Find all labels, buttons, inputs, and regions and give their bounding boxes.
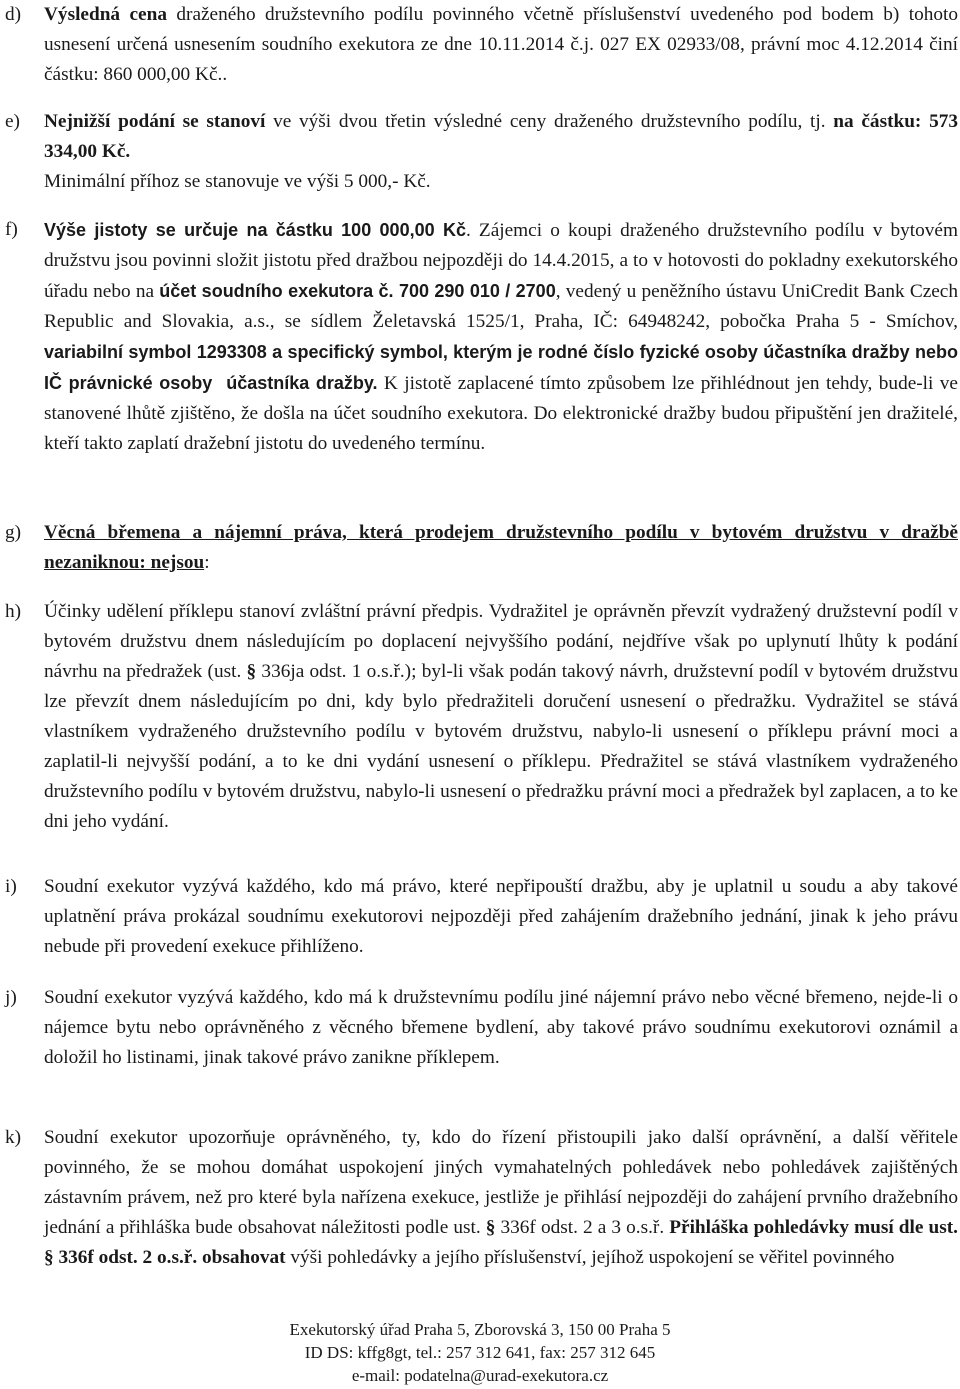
- section-f-text: Výše jistoty se určuje na částku 100 000,00 Kč. Zájemci o koupi draženého družstevního podílu v bytovém družstvu jsou povinni složit jistotu před dražbou nejpozději do 14.4.2015, a to v hotovosti do pokladny exekutorského úřadu nebo na účet soudního exekutora č. 700 290 010 / 2700, vedený u peněžního ústavu UniCredit Bank Czech Republic and Slovakia, a.s., se sídlem Želetavská 1525/1, Praha, IČ: 64948242, pobočka Praha 5 - Smíchov, variabilní symbol 1293308 a specifický symbol, kterým je rodné číslo fyzické osoby účastníka dražby nebo IČ právnické osoby účastníka dražby. K jistotě zaplacené tímto způsobem lze přihlédnout jen tehdy, bude-li ve stanovené lhůtě zjištěno, že došla na účet soudního exekutora. Do elektronické dražby budou připuštění jen dražitelé, kteří takto zaplatí dražební jistotu do uvedeného termínu.: [44, 220, 959, 454]
- minimum-increment: Minimální příhoz se stanovuje ve výši 5 000,- Kč.: [44, 171, 431, 192]
- easements-heading: Věcná břemena a nájemní práva, která prodejem družstevního podílu v bytovém družstvu v dražbě nezaniknou: nejsou: [44, 522, 958, 573]
- section-i-text: Soudní exekutor vyzývá každého, kdo má právo, které nepřipouští dražbu, aby je uplatnil u soudu a aby takové uplatnění práva prokázal soudnímu exekutorovi nejpozději před zahájením dražebního jednání, jinak k jeho právu nebude při provedení exekuce přihlíženo.: [44, 876, 958, 957]
- footer-address: Exekutorský úřad Praha 5, Zborovská 3, 150 00 Praha 5: [289, 1320, 671, 1339]
- section-g-label: g): [5, 522, 22, 543]
- section-e-label: e): [5, 111, 20, 132]
- section-sign: §: [44, 1247, 54, 1268]
- section-g-text: Věcná břemena a nájemní práva, která prodejem družstevního podílu v bytovém družstvu v dražbě nezaniknou: nejsou:: [44, 522, 958, 573]
- section-j-label: j): [5, 987, 17, 1008]
- executor-account: účet soudního exekutora č. 700 290 010 / 2700: [159, 281, 556, 301]
- section-d-text: Výsledná cena draženého družstevního podílu povinného včetně příslušenství uvedeného pod bodem b) tohoto usnesení určená usnesením soudního exekutora ze dne 10.11.2014 č.j. 027 EX 02933/08, právní moc 4.12.2014 činí částku: 860 000,00 Kč..: [44, 4, 959, 85]
- footer-contacts: ID DS: kffg8gt, tel.: 257 312 641, fax: 257 312 645: [304, 1343, 656, 1362]
- section-e-text: Nejnižší podání se stanoví ve výši dvou třetin výsledné ceny draženého družstevního podílu, tj. na částku: 573 334,00 Kč. Minimální příhoz se stanovuje ve výši 5 000,- Kč.: [44, 111, 958, 192]
- deposit-amount: Výše jistoty se určuje na částku 100 000,00 Kč: [44, 220, 466, 240]
- section-h-label: h): [5, 601, 22, 622]
- claim-filing-notice: Přihláška pohledávky musí dle ust.: [669, 1217, 959, 1238]
- section-k-text: Soudní exekutor upozorňuje oprávněného, ty, kdo do řízení přistoupili jako další oprávnění, a další věřitele povinného, že se mohou domáhat uspokojení jiných vymahatelných pohledávek nebo pohledávek zajištěných zástavním právem, než pro které byla nařízena exekuce, jestliže je přihlásí nejpozději do zahájení prvního dražebního jednání a přihláška bude obsahovat náležitosti podle ust. § 336f odst. 2 a 3 o.s.ř. Přihláška pohledávky musí dle ust. § 336f odst. 2 o.s.ř. obsahovat výši pohledávky a jejího příslušenství, jejíhož uspokojení se věřitel povinného: [44, 1127, 959, 1268]
- page-footer: [0, 1318, 960, 1387]
- section-h-text: Účinky udělení příklepu stanoví zvláštní právní předpis. Vydražitel je oprávněn převzít vydražený družstevní podíl v bytovém družstvu dnem následujícím po doplacení nejvyššího podání, nejdříve však po uplynutí lhůty k podání návrhu na předražek (ust. § 336ja odst. 1 o.s.ř.); byl-li však podán takový návrh, družstevní podíl v bytovém družstvu lze převzít dnem následujícím po dni, kdy bylo předražiteli doručení usnesení o předražku. Vydražitel se stává vlastníkem vydraženého družstevního podílu v bytovém družstvu, nabylo-li usnesení o příklepu právní moci a zaplatil-li nejvyšší podání, a to ke dni vydání usnesení o příklepu. Předražitel se stává vlastníkem vydraženého družstevního podílu v bytovém družstvu, nabylo-li usnesení o předražku právní moci a předražek byl zaplacen, a to ke dni jeho vydání.: [44, 601, 958, 832]
- section-sign: §: [485, 1217, 496, 1238]
- final-price-heading: Výsledná cena: [44, 4, 167, 25]
- footer-email: e-mail: podatelna@urad-exekutora.cz: [351, 1366, 609, 1385]
- section-j-text: Soudní exekutor vyzývá každého, kdo má k družstevnímu podílu jiné nájemní právo nebo věcné břemeno, nejde-li o nájemce bytu nebo oprávněného z věcného břemene bydlení, aby takové právo soudnímu exekutorovi oznámil a doložil ho listinami, jinak takové právo zanikne příklepem.: [44, 987, 958, 1068]
- section-f-label: f): [5, 219, 18, 240]
- payment-symbols: variabilní symbol 1293308 a specifický symbol, kterým je rodné číslo fyzické osoby: [44, 342, 764, 362]
- section-k-label: k): [5, 1127, 22, 1148]
- minimum-bid-heading: Nejnižší podání se stanoví: [44, 111, 266, 132]
- minimum-bid-amount: na částku: 573 334,00 Kč.: [44, 111, 958, 162]
- section-sign: §: [246, 661, 257, 682]
- section-i-label: i): [5, 876, 17, 897]
- section-d-label: d): [5, 4, 22, 25]
